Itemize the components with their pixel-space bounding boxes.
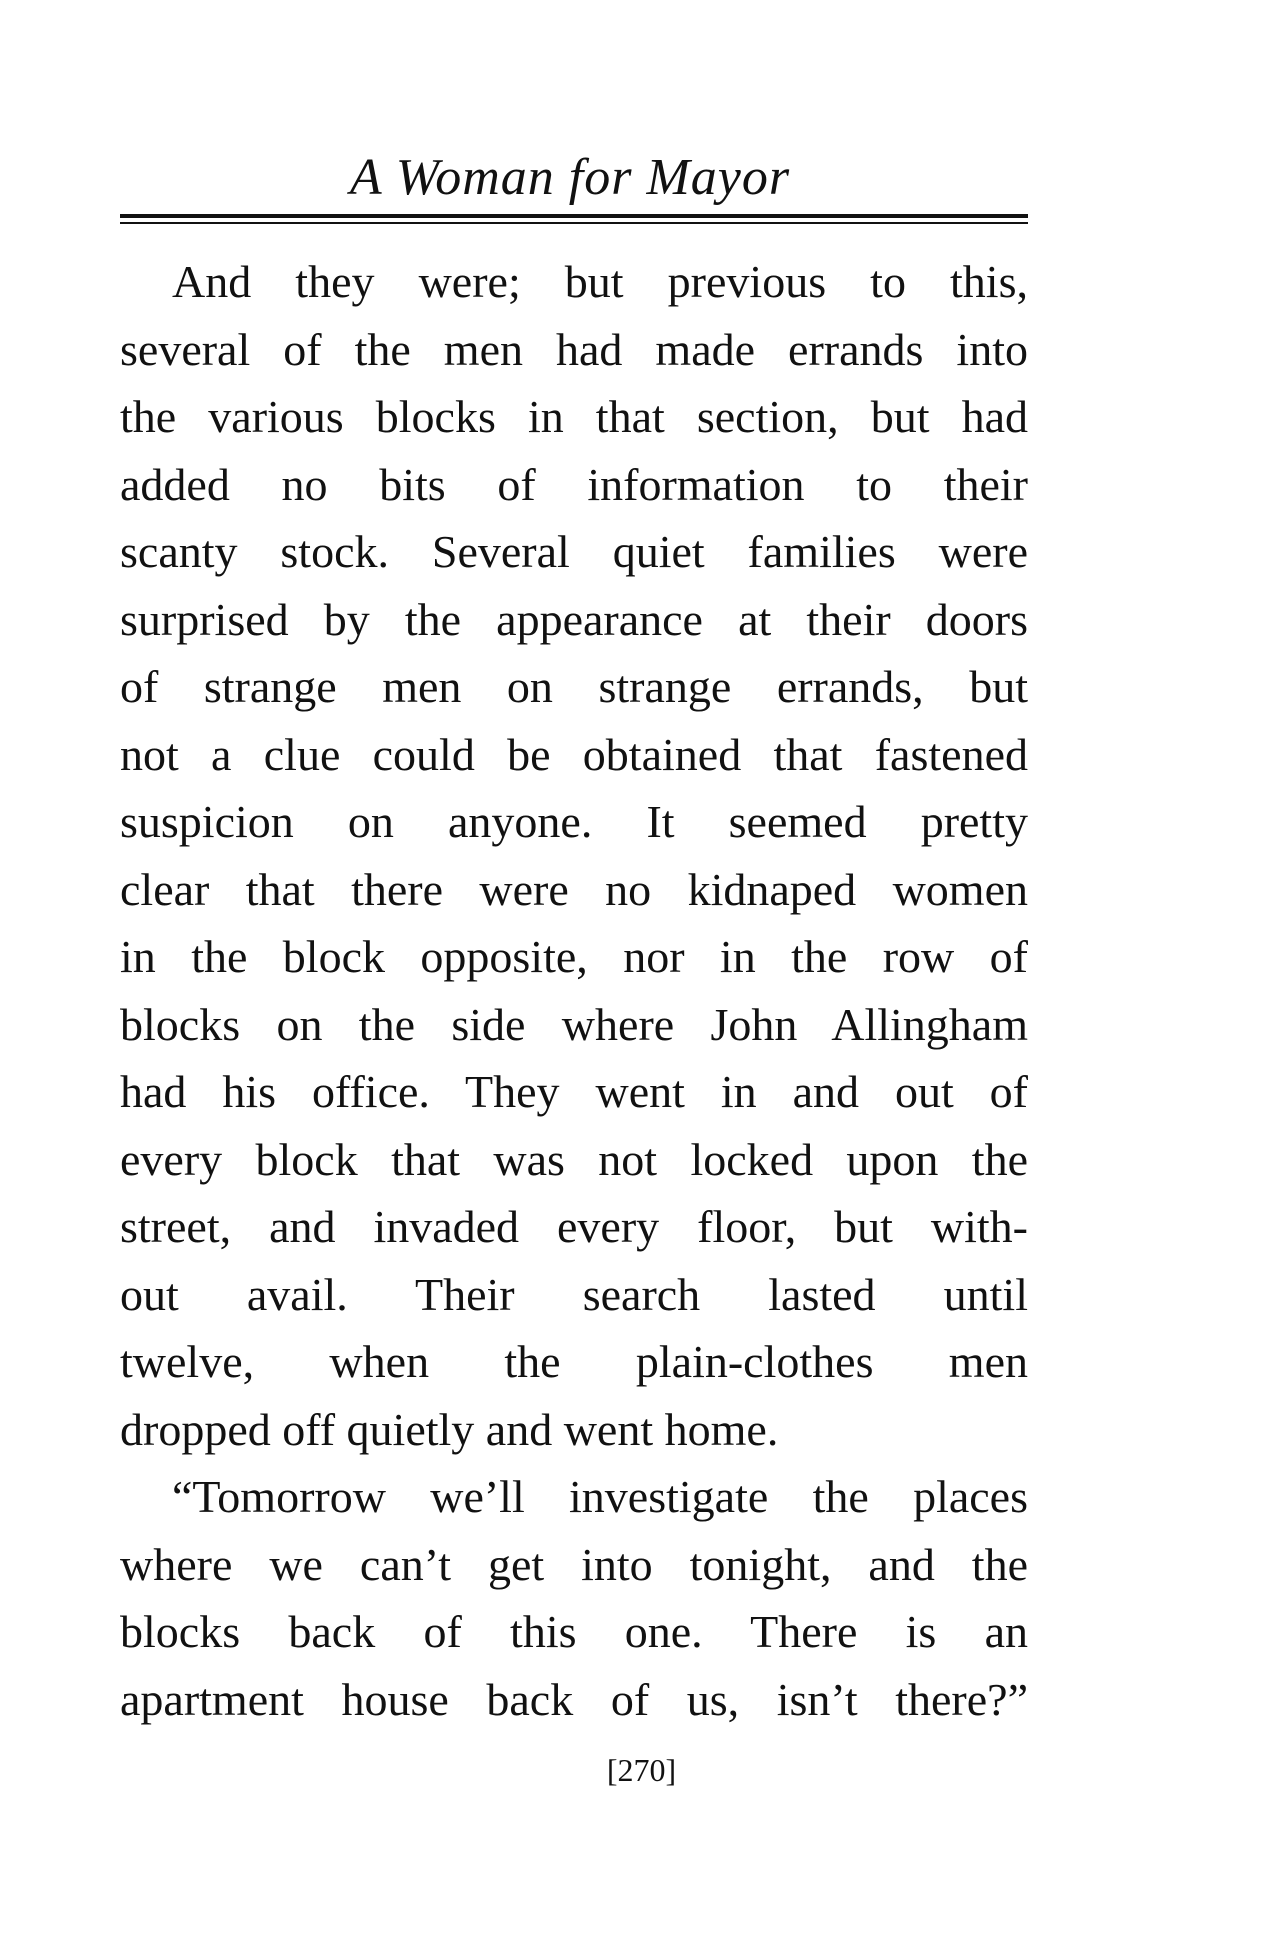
text-line: suspicion on anyone. It seemed pretty [120, 796, 1028, 847]
header-rule-thin [120, 222, 1028, 224]
text-line: added no bits of information to their [120, 458, 1028, 510]
text-line: clear that there were no kidnaped women [120, 863, 1028, 915]
text-line: not a clue could be obtained that fastened [120, 728, 1028, 780]
text-line: out avail. Their search lasted until [120, 1268, 1028, 1320]
text-line: street, and invaded every floor, but with- [120, 1201, 1028, 1252]
text-line: in the block opposite, nor in the row of [120, 931, 1028, 982]
text-line: scanty stock. Several quiet families were [120, 526, 1028, 577]
paragraph-2 [120, 1463, 1028, 1733]
page-number: [270] [606, 1752, 677, 1788]
text-line: blocks on the side where John Allingham [120, 998, 1028, 1050]
text-line: of strange men on strange errands, but [120, 661, 1028, 712]
header-rule-thick [120, 214, 1028, 218]
text-line: twelve, when the plain-clothes men [120, 1336, 1028, 1387]
text-line: blocks back of this one. There is an [120, 1606, 1028, 1657]
body-text [120, 248, 1028, 1733]
text-line: the various blocks in that section, but had [120, 391, 1028, 442]
text-line: where we can’t get into tonight, and the [120, 1538, 1028, 1590]
text-line: dropped off quietly and went home. [120, 1403, 779, 1455]
text-line: surprised by the appearance at their doors [120, 593, 1028, 645]
text-line: every block that was not locked upon the [120, 1133, 1028, 1185]
text-line: And they were; but previous to this, [172, 256, 1028, 307]
text-line: several of the men had made errands into [120, 323, 1028, 375]
running-head: A Woman for Mayor [349, 149, 791, 206]
text-line: apartment house back of us, isn’t there?” [120, 1673, 1028, 1725]
text-line: had his office. They went in and out of [120, 1066, 1028, 1117]
paragraph-1 [120, 248, 1028, 1463]
text-line: “Tomorrow we’ll investigate the places [172, 1471, 1028, 1522]
